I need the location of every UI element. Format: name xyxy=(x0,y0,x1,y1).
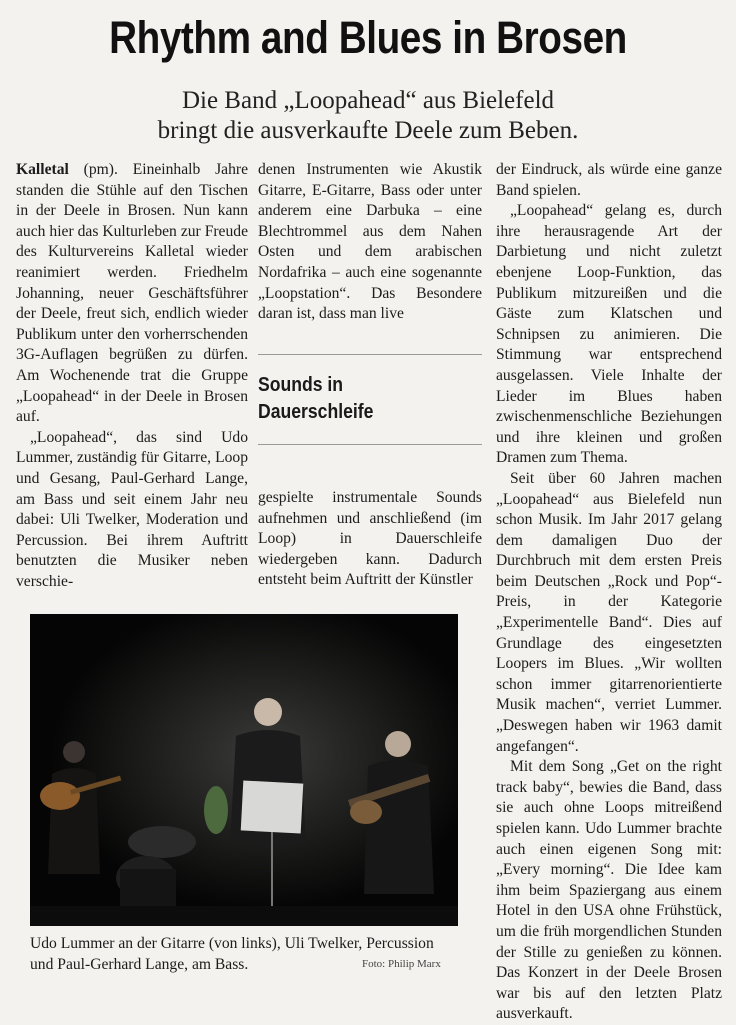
subhead xyxy=(0,86,736,146)
paragraph xyxy=(16,160,248,428)
paragraph: der Eindruck, als würde eine ganze Band spielen. xyxy=(496,161,722,199)
article-column-1 xyxy=(16,160,248,592)
paragraph-text: (pm). Eineinhalb Jahre standen die Stühle auf den Tischen in der Deele in Brosen. Nun kann auch hier das Kulturleben zur Freude des Kulturvereins Kalletal wieder reanimiert werden. Friedhelm Johanning, neuer Geschäftsführer der Deele, freut sich, endlich wieder Publikum unter den vorherrschenden 3G-Auflagen begrüßen zu dürfen. Am Wochenende trat die Gruppe „Loopahead“ in der Deele in Brosen auf. xyxy=(16,161,248,426)
concert-photo xyxy=(30,614,458,926)
band-on-stage-illustration xyxy=(30,614,458,926)
photo-credit: Foto: Philip Marx xyxy=(362,958,441,970)
paragraph: denen Instrumenten wie Akustik Gitarre, E-Gitarre, Bass oder unter anderem eine Darbuka – eine Blechtrommel aus dem Nahen Osten und dem arabischen Nordafrika – auch eine sogenannte „Loopstation“. Das Besondere daran ist, dass man live xyxy=(258,161,482,323)
article-column-2-top xyxy=(258,160,482,325)
article-column-2-bottom xyxy=(258,488,482,591)
paragraph: „Loopahead“, das sind Udo Lummer, zuständig für Gitarre, Loop und Gesang, Paul-Gerhard Lange, am Bass und seit einem Jahr neu dabei: Uli Twelker, Moderation und Percussion. Bei ihrem Auftritt benutzten die Musiker neben verschie- xyxy=(16,428,248,590)
paragraph: gespielte instrumentale Sounds aufnehmen und anschließend (im Loop) in Dauerschleife wiedergeben kann. Dadurch entsteht beim Auftritt der Künstler xyxy=(258,489,482,589)
subhead-line-1: Die Band „Loopahead“ aus Bielefeld xyxy=(181,87,555,114)
subheading: Sounds in Dauerschleife xyxy=(258,374,374,423)
headline: Rhythm and Blues in Brosen xyxy=(109,12,627,63)
paragraph: „Loopahead“ gelang es, durch ihre herausragende Art der Darbietung und nicht zuletzt ebenjene Loop-Funktion, das Publikum mitzureißen und die Gäste zum Klatschen und Schnipsen zu animieren. Die Stimmung war entsprechend ausgelassen. Viele Inhalte der Lieder im Blues haben zwischenmenschliche Beziehungen und ihre kleinen und großen Dramen zum Thema. xyxy=(496,202,722,467)
paragraph: Seit über 60 Jahren machen „Loopahead“ aus Bielefeld nun schon Musik. Im Jahr 2017 gelang dem damaligen Duo der Durchbruch mit dem ersten Preis beim Deutschen „Rock und Pop“-Preis, in der Kategorie „Experimentelle Band“. Dies auf Grundlage des eingesetzten Loopers im Blues. „Wir wollten schon immer gitarrenorientierte Musik machen“, verriet Lummer. „Deswegen haben wir 1963 damit angefangen“. xyxy=(496,469,722,755)
subheading-rule-top xyxy=(258,354,482,355)
dateline: Kalletal xyxy=(16,161,69,178)
subheading-rule-bottom xyxy=(258,444,482,445)
subhead-line-2: bringt die ausverkaufte Deele zum Beben. xyxy=(157,117,579,144)
article-column-3 xyxy=(496,160,722,1025)
paragraph: Mit dem Song „Get on the right track baby“, bewies die Band, dass sie auch ohne Loops mitreißend spielen kann. Udo Lummer brachte auch einen eigenen Song mit: „Every morning“. Die Idee kam ihm beim Spaziergang aus einem Hotel in den USA ohne Frühstück, um die früh morgendlichen Stunden der Stille zu genießen zu können. Das Konzert in der Deele Brosen war bis auf den letzten Platz ausverkauft. xyxy=(496,758,722,1023)
photo-caption: Udo Lummer an der Gitarre (von links), Uli Twelker, Percussion und Paul-Gerhard Lange, am Bass. xyxy=(30,935,434,973)
